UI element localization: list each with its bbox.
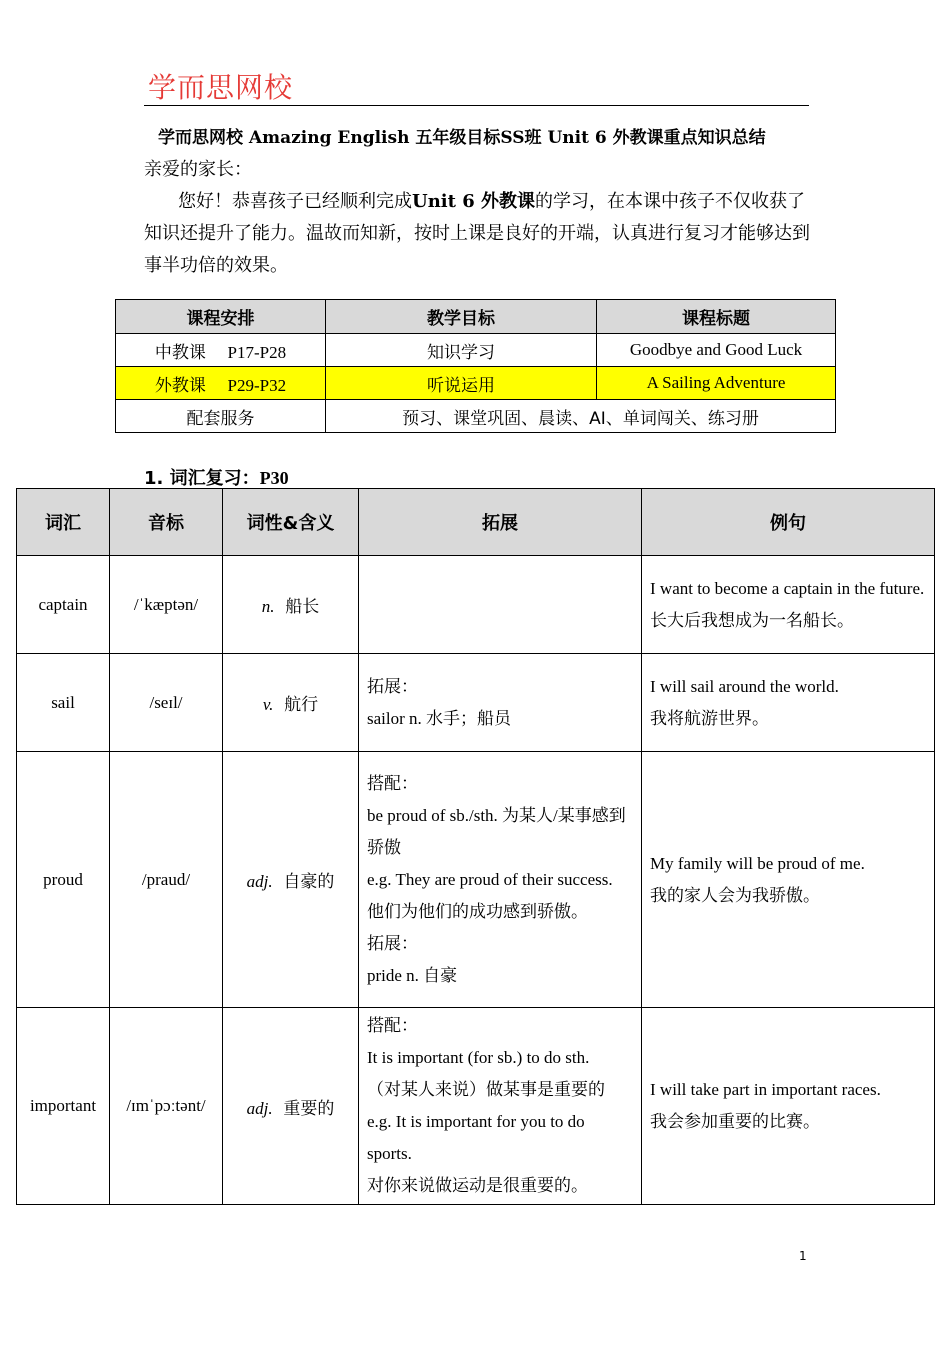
vocab-table [16,488,935,1205]
logo: 学而思网校 [148,71,294,104]
vocab-word: captain [17,556,110,654]
greeting: 亲爱的家长： [144,159,252,180]
vocab-ipa: /seɪl/ [110,654,223,752]
schedule-goal: 听说运用 [326,367,597,400]
schedule-table [115,299,836,433]
schedule-title: A Sailing Adventure [597,367,836,400]
vocab-example: My family will be proud of me. 我的家人会为我骄傲。 [642,752,935,1008]
table-row [17,654,935,752]
vocab-extension: 拓展： sailor n. 水手；船员 [359,654,642,752]
vocab-meaning: v. 航行 [223,654,359,752]
vocab-header: 词汇 [17,489,110,556]
vocab-ipa: /ɪmˈpɔːtənt/ [110,1008,223,1205]
table-row [116,400,836,433]
vocab-ipa: /praud/ [110,752,223,1008]
vocab-example: I will sail around the world. 我将航游世界。 [642,654,935,752]
vocab-example: I want to become a captain in the future. 长大后我想成为一名船长。 [642,556,935,654]
vocab-header: 例句 [642,489,935,556]
intro-paragraph: 您好！恭喜孩子已经顺利完成Unit 6 外教课的学习，在本课中孩子不仅收获了知识还提升了能力。温故而知新，按时上课是良好的开端，认真进行复习才能够达到事半功倍的效果。 [144,191,810,276]
schedule-header: 教学目标 [326,300,597,334]
schedule-goal: 知识学习 [326,334,597,367]
vocab-header: 音标 [110,489,223,556]
page-number: 1 [799,1249,807,1263]
page-title: 学而思网校 Amazing English 五年级目标SS班 Unit 6 外教课重点知识总结 [158,128,766,148]
header-divider [144,105,809,106]
schedule-header: 课程标题 [597,300,836,334]
table-row [116,367,836,400]
vocab-extension: 搭配： be proud of sb./sth. 为某人/某事感到骄傲 e.g. They are proud of their success. 他们为他们的成功感到骄傲。 拓展： pride n. 自豪 [359,752,642,1008]
vocab-extension [359,556,642,654]
schedule-course: 中教课 P17-P28 [116,334,326,367]
schedule-course: 外教课 P29-P32 [116,367,326,400]
vocab-meaning: n. 船长 [223,556,359,654]
table-row [17,1008,935,1205]
vocab-ipa: /ˈkæptən/ [110,556,223,654]
vocab-header: 词性&含义 [223,489,359,556]
table-row [116,334,836,367]
vocab-example: I will take part in important races. 我会参加重要的比赛。 [642,1008,935,1205]
vocab-meaning: adj. 重要的 [223,1008,359,1205]
vocab-meaning: adj. 自豪的 [223,752,359,1008]
vocab-word: important [17,1008,110,1205]
vocab-extension: 搭配： It is important (for sb.) to do sth. （对某人来说）做某事是重要的 e.g. It is important for you to do sports. 对你来说做运动是很重要的。 [359,1008,642,1205]
schedule-services: 预习、课堂巩固、晨读、AI、单词闯关、练习册 [326,400,836,433]
vocab-header: 拓展 [359,489,642,556]
table-row [17,752,935,1008]
schedule-header: 课程安排 [116,300,326,334]
schedule-title: Goodbye and Good Luck [597,334,836,367]
vocab-word: proud [17,752,110,1008]
vocab-word: sail [17,654,110,752]
table-row [17,556,935,654]
section-heading: 1. 词汇复习：P30 [144,468,289,489]
schedule-course: 配套服务 [116,400,326,433]
